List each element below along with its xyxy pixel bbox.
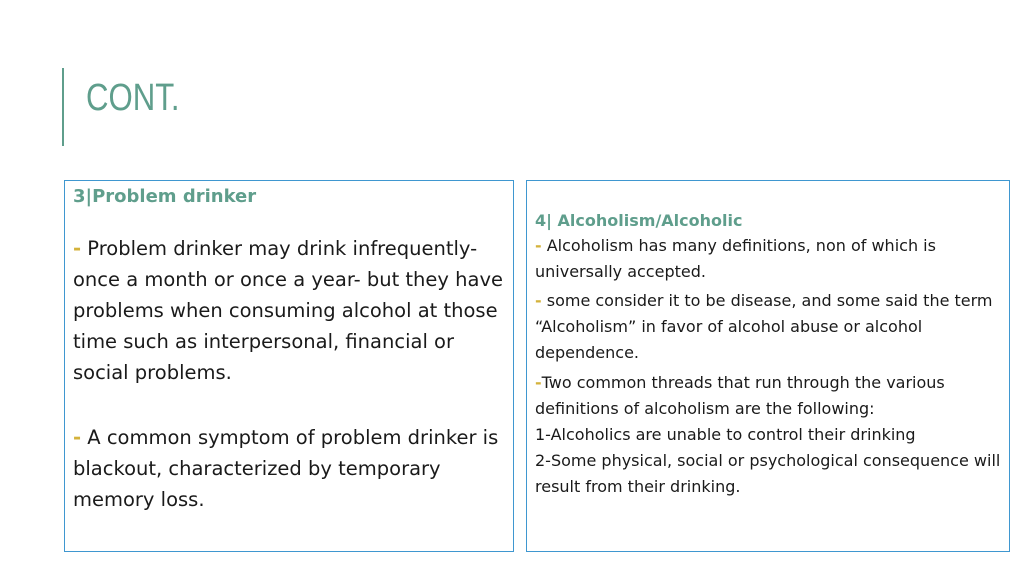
right-line-4: 1-Alcoholics are unable to control their drinking <box>535 425 916 444</box>
left-paragraph-1-text: Problem drinker may drink infrequently- once a month or once a year- but they have problems when consuming alcohol at those time such as interpersonal, financial or social problems. <box>73 237 503 384</box>
bullet-dash: - <box>73 237 82 260</box>
left-content-box <box>64 180 514 552</box>
title-accent-bar <box>62 68 64 146</box>
bullet-dash: - <box>73 426 82 449</box>
right-line-2 <box>535 288 1001 366</box>
bullet-dash: - <box>535 291 542 310</box>
left-box-heading: 3|Problem drinker <box>73 186 257 207</box>
left-paragraph-2-text: A common symptom of problem drinker is blackout, characterized by temporary memory loss. <box>73 426 499 511</box>
right-line-3 <box>535 370 1001 422</box>
right-content-box <box>526 180 1010 552</box>
bullet-dash: - <box>535 373 542 392</box>
right-line-5: 2-Some physical, social or psychological consequence will result from their drinking. <box>535 451 1001 496</box>
bullet-dash: - <box>535 236 542 255</box>
slide-title: CONT. <box>86 77 180 119</box>
left-paragraph-2 <box>73 422 505 515</box>
left-paragraph-1 <box>73 233 505 388</box>
right-box-heading: 4| Alcoholism/Alcoholic <box>535 211 743 230</box>
right-line-3-text: Two common threads that run through the various definitions of alcoholism are the following: <box>535 373 945 418</box>
right-line-1-text: Alcoholism has many definitions, non of which is universally accepted. <box>535 236 936 281</box>
right-line-2-text: some consider it to be disease, and some said the term “Alcoholism” in favor of alcohol abuse or alcohol dependence. <box>535 291 993 362</box>
right-line-1 <box>535 233 1001 285</box>
